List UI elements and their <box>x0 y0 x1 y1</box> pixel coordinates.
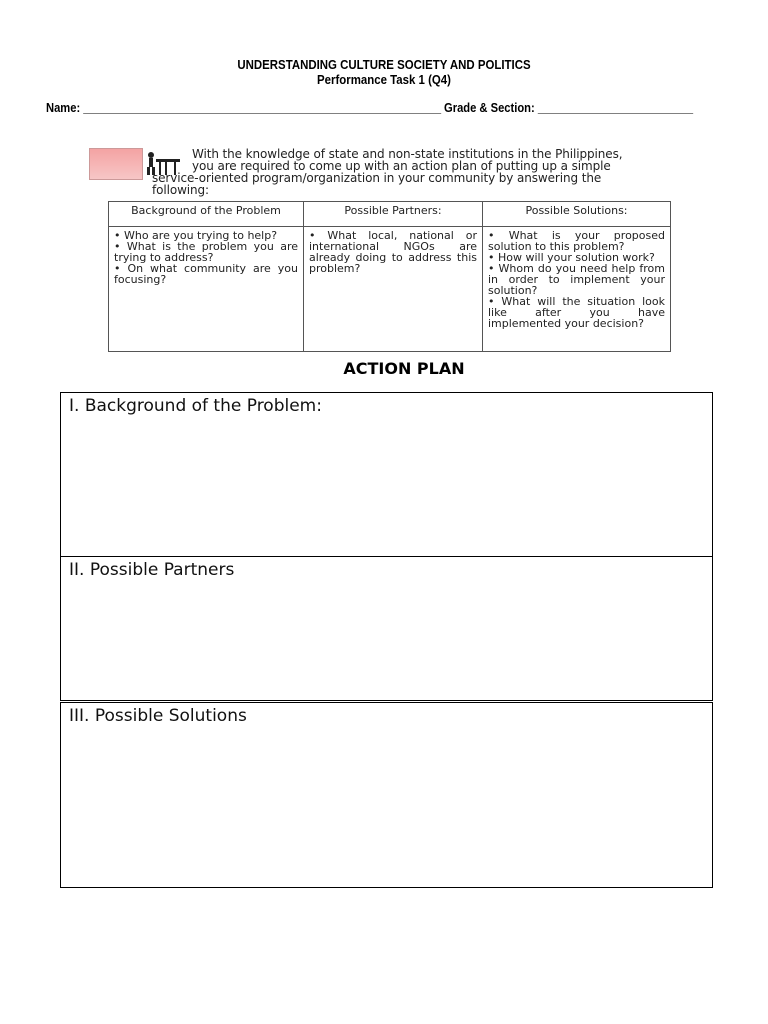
action-plan-heading: ACTION PLAN <box>343 359 465 378</box>
background-answer-box[interactable] <box>60 392 713 558</box>
name-label: Name: <box>46 100 81 115</box>
guide-question: • How will your solution work? <box>488 251 655 264</box>
guide-cell-background <box>109 227 304 352</box>
guide-table <box>108 201 671 352</box>
document-title: UNDERSTANDING CULTURE SOCIETY AND POLITICS <box>237 57 531 72</box>
grade-section-label: Grade & Section: <box>444 100 535 115</box>
pink-marker-box <box>89 148 143 180</box>
solutions-answer-box[interactable] <box>60 702 713 888</box>
guide-question: • What will the situation look like after you have implemented your decision? <box>488 295 665 330</box>
guide-question: • What is your proposed solution to this problem? <box>488 229 665 253</box>
solutions-section-label: III. Possible Solutions <box>69 706 247 726</box>
document-subtitle: Performance Task 1 (Q4) <box>317 72 451 87</box>
guide-cell-solutions <box>483 227 671 352</box>
guide-question: • What is the problem you are trying to address? <box>114 240 298 264</box>
name-grade-row <box>46 100 693 115</box>
instruction-line: you are required to come up with an action plan of putting up a simple <box>192 159 611 173</box>
partners-answer-box[interactable] <box>60 556 713 701</box>
guide-question: • Who are you trying to help? <box>114 229 278 242</box>
background-section-label: I. Background of the Problem: <box>69 396 322 416</box>
guide-question: • Whom do you need help from in order to implement your solution? <box>488 262 665 297</box>
instruction-line: service-oriented program/organization in your community by answering the <box>152 171 602 185</box>
guide-header-partners: Possible Partners: <box>304 202 483 227</box>
guide-question: • What local, national or international NGOs are already doing to address this problem? <box>309 229 477 275</box>
instruction-line: following: <box>152 183 209 197</box>
guide-cell-partners <box>304 227 483 352</box>
name-field-line[interactable]: ____________________________________________________________ <box>83 100 441 115</box>
instruction-text <box>152 148 672 196</box>
guide-header-row <box>109 202 671 227</box>
guide-header-solutions: Possible Solutions: <box>483 202 671 227</box>
grade-section-field-line[interactable]: __________________________ <box>537 100 693 115</box>
instruction-line: With the knowledge of state and non-state institutions in the Philippines, <box>192 147 623 161</box>
guide-header-background: Background of the Problem <box>109 202 304 227</box>
guide-question: • On what community are you focusing? <box>114 262 298 286</box>
partners-section-label: II. Possible Partners <box>69 560 235 580</box>
guide-body-row <box>109 227 671 352</box>
instruction-panel <box>88 142 678 347</box>
